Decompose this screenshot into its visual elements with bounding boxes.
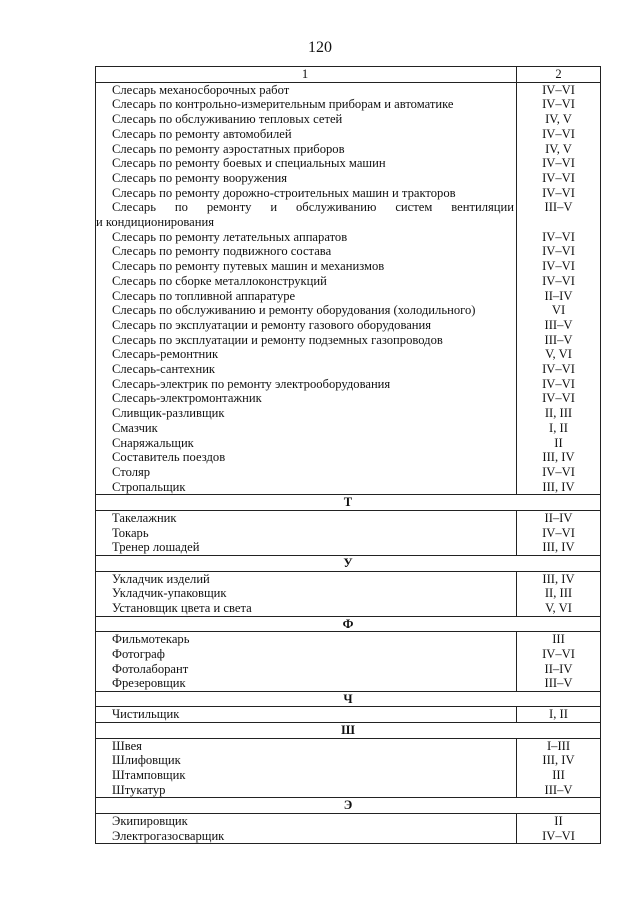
table-row (96, 391, 600, 406)
profession-name: Слесарь-электрик по ремонту электрооборудования (96, 377, 517, 392)
qualification-grade: IV–VI (542, 229, 575, 244)
qualification-grade: VI (551, 303, 566, 318)
qualification-grade: IV–VI (542, 97, 575, 112)
qualification-grade: IV–VI (542, 828, 575, 843)
profession-name: Слесарь по ремонту аэростатных приборов (96, 142, 517, 157)
table-row (96, 97, 600, 112)
table-row (96, 362, 600, 377)
qualification-grade: IV–VI (542, 362, 575, 377)
profession-name-line: Слесарь по ремонту и обслуживанию систем вентиляции (112, 200, 514, 215)
qualification-grade: II–IV (544, 288, 573, 303)
profession-name: Фотолаборант (96, 662, 517, 677)
qualification-grade: III, IV (542, 540, 575, 555)
profession-name: Штамповщик (96, 768, 517, 783)
qualification-grade: III–V (544, 317, 573, 332)
profession-name: Слесарь по ремонту боевых и специальных машин (96, 156, 517, 171)
profession-name: Слесарь по эксплуатации и ремонту газового оборудования (96, 318, 517, 333)
profession-name: Фильмотекарь (96, 632, 517, 647)
professions-table (95, 66, 601, 844)
profession-name: Слесарь по эксплуатации и ремонту подземных газопроводов (96, 333, 517, 348)
table-row (96, 156, 600, 171)
qualification-grade: III (552, 768, 565, 783)
header-col-1: 1 (96, 67, 517, 82)
table-row (96, 662, 600, 677)
profession-name: Слесарь-сантехник (96, 362, 517, 377)
profession-name: Швея (96, 739, 517, 754)
table-row (96, 171, 600, 186)
table-row (96, 783, 600, 798)
profession-name: Слесарь по ремонту путевых машин и механизмов (96, 259, 517, 274)
qualification-grade: V, VI (545, 600, 572, 615)
table-row (96, 540, 600, 555)
table-body (96, 83, 600, 844)
table-row (96, 406, 600, 421)
qualification-grade: IV–VI (542, 156, 575, 171)
table-row (96, 200, 600, 229)
section-letter: Ш (96, 722, 600, 739)
qualification-grade: IV–VI (542, 185, 575, 200)
profession-name-continuation: и кондиционирования (96, 215, 215, 230)
profession-name: Слесарь по ремонту подвижного состава (96, 244, 517, 259)
profession-name: Штукатур (96, 783, 517, 798)
qualification-grade: IV–VI (542, 244, 575, 259)
table-row (96, 244, 600, 259)
qualification-grade: II, III (544, 406, 573, 421)
profession-name: Столяр (96, 465, 517, 480)
table-row (96, 259, 600, 274)
table-row (96, 112, 600, 127)
header-col-2: 2 (555, 67, 562, 81)
qualification-grade: III–V (544, 332, 573, 347)
profession-name: Снаряжальщик (96, 436, 517, 451)
profession-name: Электрогазосварщик (96, 829, 517, 844)
table-row (96, 572, 600, 587)
qualification-grade: IV–VI (542, 646, 575, 661)
qualification-grade: III, IV (542, 479, 575, 494)
profession-name: Смазчик (96, 421, 517, 436)
profession-name: Чистильщик (96, 707, 517, 722)
qualification-grade: IV, V (545, 141, 572, 156)
table-row (96, 814, 600, 829)
profession-name: Слесарь по ремонту автомобилей (96, 127, 517, 142)
table-row (96, 647, 600, 662)
table-header (96, 67, 600, 83)
page-number: 120 (308, 39, 332, 56)
profession-name: Слесарь-ремонтник (96, 347, 517, 362)
profession-name: Составитель поездов (96, 450, 517, 465)
qualification-grade: IV–VI (542, 376, 575, 391)
qualification-grade: IV–VI (542, 82, 575, 97)
profession-name: Слесарь механосборочных работ (96, 83, 517, 98)
profession-name: Слесарь по сборке металлоконструкций (96, 274, 517, 289)
qualification-grade: I, II (549, 707, 568, 722)
table-row (96, 83, 600, 98)
table-row (96, 274, 600, 289)
profession-name: Слесарь по ремонту дорожно-строительных машин и тракторов (96, 186, 517, 201)
section-letter: У (96, 555, 600, 572)
table-row (96, 829, 600, 844)
qualification-grade: IV–VI (542, 464, 575, 479)
qualification-grade: II–IV (544, 661, 573, 676)
qualification-grade: IV–VI (542, 391, 575, 406)
profession-name: Укладчик-упаковщик (96, 586, 517, 601)
profession-name: Слесарь-электромонтажник (96, 391, 517, 406)
qualification-grade: III–V (544, 200, 573, 215)
table-row (96, 303, 600, 318)
qualification-grade: II (554, 813, 563, 828)
profession-name: Слесарь по обслуживанию и ремонту оборудования (холодильного) (96, 303, 517, 318)
table-row (96, 318, 600, 333)
qualification-grade: II–IV (544, 510, 573, 525)
table-row (96, 333, 600, 348)
table-row (96, 421, 600, 436)
qualification-grade: IV–VI (542, 273, 575, 288)
section-letter: Т (96, 494, 600, 511)
table-row (96, 739, 600, 754)
profession-name: Шлифовщик (96, 753, 517, 768)
section-letter: Ч (96, 691, 600, 708)
table-row (96, 511, 600, 526)
table-row (96, 768, 600, 783)
table-row (96, 601, 600, 616)
qualification-grade: III, IV (542, 571, 575, 586)
table-row (96, 465, 600, 480)
section-letter: Э (96, 797, 600, 814)
table-row (96, 526, 600, 541)
qualification-grade: III, IV (542, 753, 575, 768)
qualification-grade: IV, V (545, 112, 572, 127)
table-row (96, 347, 600, 362)
profession-name: Слесарь по обслуживанию тепловых сетей (96, 112, 517, 127)
qualification-grade: IV–VI (542, 126, 575, 141)
qualification-grade: I, II (549, 420, 568, 435)
profession-name: Слесарь по контрольно-измерительным приборам и автоматике (96, 97, 517, 112)
qualification-grade: IV–VI (542, 259, 575, 274)
qualification-grade: IV–VI (542, 170, 575, 185)
profession-name: Фрезеровщик (96, 676, 517, 691)
qualification-grade: IV–VI (542, 525, 575, 540)
profession-name: Слесарь по ремонту вооружения (96, 171, 517, 186)
table-row (96, 377, 600, 392)
qualification-grade: III–V (544, 782, 573, 797)
qualification-grade: V, VI (545, 347, 572, 362)
profession-name: Фотограф (96, 647, 517, 662)
profession-name: Тренер лошадей (96, 540, 517, 555)
profession-name: Слесарь по ремонту летательных аппаратов (96, 230, 517, 245)
table-row (96, 289, 600, 304)
qualification-grade: III–V (544, 676, 573, 691)
profession-name (96, 200, 517, 229)
table-row (96, 127, 600, 142)
table-row (96, 586, 600, 601)
table-row (96, 450, 600, 465)
qualification-grade: III (552, 632, 565, 647)
table-row (96, 230, 600, 245)
table-row (96, 707, 600, 722)
profession-name: Стропальщик (96, 480, 517, 495)
table-row (96, 480, 600, 495)
profession-name: Укладчик изделий (96, 572, 517, 587)
table-row (96, 142, 600, 157)
qualification-grade: II (554, 435, 563, 450)
profession-name: Сливщик-разливщик (96, 406, 517, 421)
qualification-grade: III, IV (542, 450, 575, 465)
table-row (96, 436, 600, 451)
profession-name: Слесарь по топливной аппаратуре (96, 289, 517, 304)
table-row (96, 676, 600, 691)
profession-name: Токарь (96, 526, 517, 541)
profession-name: Установщик цвета и света (96, 601, 517, 616)
profession-name: Экипировщик (96, 814, 517, 829)
table-row (96, 632, 600, 647)
profession-name: Такелажник (96, 511, 517, 526)
qualification-grade: I–III (546, 738, 571, 753)
section-letter: Ф (96, 616, 600, 633)
table-row (96, 186, 600, 201)
qualification-grade: II, III (544, 586, 573, 601)
table-row (96, 753, 600, 768)
